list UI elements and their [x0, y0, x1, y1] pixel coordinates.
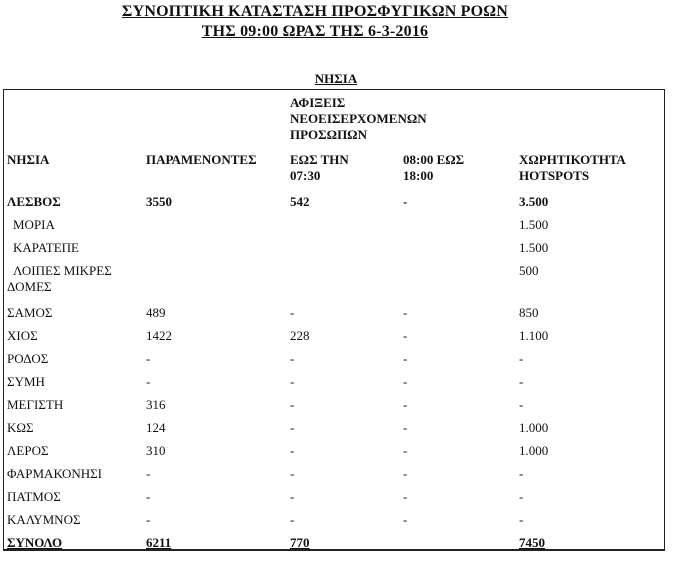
row-name: ΜΕΓΙΣΤΗ: [7, 397, 64, 412]
row-remaining: -: [146, 374, 151, 389]
header-until-line1: ΕΩΣ ΤΗΝ: [290, 152, 349, 167]
row-name: ΣΑΜΟΣ: [7, 305, 53, 320]
row-capacity: -: [519, 466, 524, 481]
row-until: -: [290, 489, 295, 504]
row-capacity: 1.500: [519, 217, 549, 232]
row-until: -: [290, 512, 295, 527]
refugee-flows-table: [3, 89, 665, 551]
row-capacity: 1.100: [519, 328, 549, 343]
row-remaining: -: [146, 489, 151, 504]
row-name: ΠΑΤΜΟΣ: [7, 489, 61, 504]
section-title: ΝΗΣΙΑ: [314, 71, 358, 86]
row-capacity: 1.000: [519, 443, 549, 458]
row-remaining: -: [146, 466, 151, 481]
row-name: ΚΑΛΥΜΝΟΣ: [7, 512, 81, 527]
header-from-line1: 08:00 ΕΩΣ: [403, 152, 465, 167]
row-until: -: [290, 351, 295, 366]
row-name: ΛΕΡΟΣ: [7, 443, 49, 458]
row-from: -: [403, 466, 408, 481]
row-until: 228: [290, 328, 310, 343]
row-from: -: [403, 194, 408, 209]
row-capacity: -: [519, 397, 524, 412]
row-capacity: 1.000: [519, 420, 549, 435]
total-label: ΣΥΝΟΛΟ: [7, 535, 63, 550]
row-from: -: [403, 374, 408, 389]
row-capacity: 850: [519, 305, 539, 320]
row-remaining: 124: [146, 420, 166, 435]
row-capacity: -: [519, 374, 524, 389]
row-name: ΚΩΣ: [7, 420, 34, 435]
row-from: -: [403, 328, 408, 343]
row-name: ΛΕΣΒΟΣ: [7, 194, 61, 209]
document-subtitle: ΤΗΣ 09:00 ΩΡΑΣ ΤΗΣ 6-3-2016: [201, 23, 429, 40]
row-until: -: [290, 397, 295, 412]
row-name: ΛΟΙΠΕΣ ΜΙΚΡΕΣ: [13, 263, 112, 278]
row-name: ΦΑΡΜΑΚΟΝΗΣΙ: [7, 466, 102, 481]
row-name: ΣΥΜΗ: [7, 374, 45, 389]
row-from: -: [403, 420, 408, 435]
row-until: -: [290, 443, 295, 458]
row-until: -: [290, 420, 295, 435]
row-capacity: -: [519, 351, 524, 366]
row-until: -: [290, 374, 295, 389]
header-arrivals-line2: ΝΕΟΕΙΣΕΡΧΟΜΕΝΩΝ: [290, 111, 427, 126]
header-capacity-line2: HOTSPOTS: [519, 168, 590, 183]
row-remaining: 310: [146, 443, 166, 458]
header-until-line2: 07:30: [290, 168, 321, 183]
header-arrivals-line3: ΠΡΟΣΩΠΩΝ: [290, 127, 367, 142]
row-from: -: [403, 512, 408, 527]
row-remaining: -: [146, 512, 151, 527]
row-until: -: [290, 305, 295, 320]
row-name-line2: ΔΟΜΕΣ: [7, 279, 52, 294]
row-from: -: [403, 397, 408, 412]
header-arrivals-line1: ΑΦΙΞΕΙΣ: [290, 95, 346, 110]
row-capacity: 500: [519, 263, 539, 278]
row-remaining: 489: [146, 305, 166, 320]
row-until: -: [290, 466, 295, 481]
total-capacity: 7450: [519, 535, 545, 550]
row-from: -: [403, 305, 408, 320]
row-capacity: -: [519, 512, 524, 527]
header-capacity-line1: ΧΩΡΗΤΙΚΟΤΗΤΑ: [519, 152, 626, 167]
row-remaining: 3550: [146, 194, 172, 209]
row-capacity: 1.500: [519, 240, 549, 255]
row-capacity: -: [519, 489, 524, 504]
header-remaining: ΠΑΡΑΜΕΝΟΝΤΕΣ: [146, 152, 257, 167]
total-until: 770: [290, 535, 310, 550]
row-capacity: 3.500: [519, 194, 549, 209]
header-islands: ΝΗΣΙΑ: [7, 152, 50, 167]
row-from: -: [403, 489, 408, 504]
row-until: 542: [290, 194, 310, 209]
row-from: -: [403, 351, 408, 366]
row-from: -: [403, 443, 408, 458]
row-name: ΜΟΡΙΑ: [13, 217, 55, 232]
row-name: ΚΑΡΑΤΕΠΕ: [13, 240, 79, 255]
row-name: ΡΟΔΟΣ: [7, 351, 49, 366]
header-from-line2: 18:00: [403, 168, 434, 183]
document-title: ΣΥΝΟΠΤΙΚΗ ΚΑΤΑΣΤΑΣΗ ΠΡΟΣΦΥΓΙΚΩΝ ΡΟΩΝ: [121, 3, 509, 20]
total-remaining: 6211: [146, 535, 172, 550]
row-remaining: 316: [146, 397, 166, 412]
row-remaining: -: [146, 351, 151, 366]
row-name: ΧΙΟΣ: [7, 328, 38, 343]
row-remaining: 1422: [146, 328, 172, 343]
